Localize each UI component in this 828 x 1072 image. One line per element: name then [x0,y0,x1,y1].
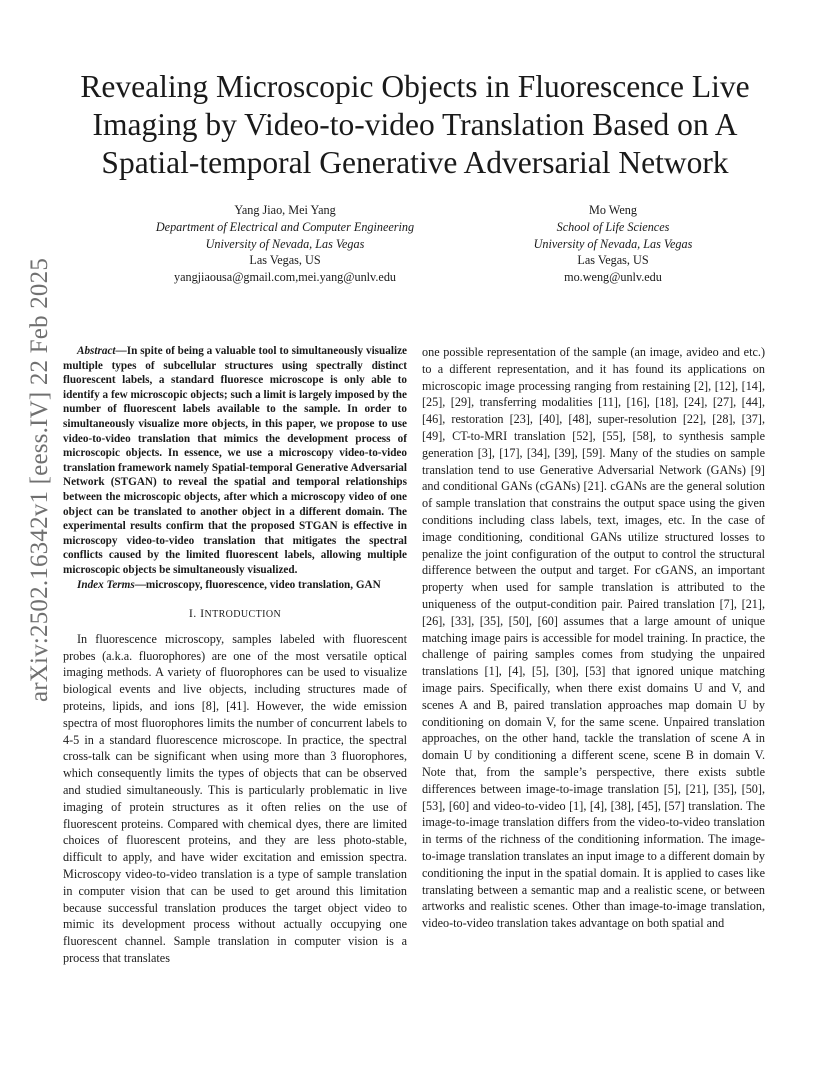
abstract [63,344,407,578]
author-department: Department of Electrical and Computer Engineering [155,219,415,234]
abstract-label: Abstract [77,345,116,357]
intro-paragraph-continued: one possible representation of the sample (an image, avideo and etc.) to a different representation, and it has found its applications on microscopic image processing ranging from restaining [2], [12], [14], [25], [29], transferring modalities [11], [16], [18], [24], [27], [44], [46], restoration [23], [40], [48], super-resolution [22], [28], [37], [49], CT-to-MRI translation [52], [55], [58], to synthesis sample generation [3], [17], [34], [39], [59]. Many of the studies on sample translation tend to use Generative Adversarial Network (GANs) [9] and conditional GANs (cGANs) [21]. cGANs are the general solution of sample translation that constrains the output space using the given conditions including class labels, text, images, etc. In the case of image conditioning, conditional GANs utilize structured losses to penalize the joint configuration of the output to control the structural difference between the output and target. For cGANS, an important property when used for sample translation is attributed to the uniqueness of the output-condition pair. Paired translation [7], [21], [26], [33], [35], [50], [60] assumes that a large amount of unique matching image pairs is accessible for model training. In practice, the challenge of pairing samples comes from studying the unpaired translations [1], [4], [5], [30], [53] that ignored unique matching image pairs. Specifically, when there exist domains U and V, and scenes A and B, paired translation approaches map domain U by conditioning on domain V, for the same scene. Unpaired translation approaches, on the other hand, tackle the translation of scene A in domain U by conditioning a different scene, scene B in domain V. Note that, from the sample’s perspective, there exists subtle differences between image-to-image translation [5], [21], [35], [50], [53], [60] and video-to-video [1], [4], [38], [45], [57] translation. The image-to-image translation differs from the video-to-video translation in terms of the richness of the conditioning information. The image-to-image translation translates an input image to a different domain by conditioning the input in the spatial domain. It is applied to cases like translating between a semantic map and a realistic scene, or between artworks and realistic scenes. Other than image-to-image translation, video-to-video translation takes advantage on both spatial and [422,345,765,931]
section-number: I. [188,606,197,621]
author-email: mo.weng@unlv.edu [564,270,662,285]
arxiv-identifier [22,257,58,703]
author-university: University of Nevada, Las Vegas [533,236,693,251]
author-email: yangjiaousa@gmail.com,mei.yang@unlv.edu [173,270,397,285]
author-block-2 [478,202,748,286]
section-heading-introduction [63,605,407,624]
author-university: University of Nevada, Las Vegas [205,236,365,251]
author-location: Las Vegas, US [249,253,321,268]
index-terms-label: Index Terms [77,578,135,591]
paper-title: Revealing Microscopic Objects in Fluorescence Live Imaging by Video-to-video Translation Based on A Spatial-temporal Generative Adversarial Network [80,69,750,180]
index-terms-text: —microscopy, fluorescence, video translation, GAN [134,578,381,591]
right-column [422,344,765,932]
author-block-1 [120,202,450,286]
author-names: Yang Jiao, Mei Yang [234,203,336,217]
arxiv-identifier-text: arXiv:2502.16342v1 [eess.IV] 22 Feb 2025 [26,257,53,703]
section-title-initial: I [200,606,205,621]
author-location: Las Vegas, US [577,253,649,268]
abstract-text: —In spite of being a valuable tool to simultaneously visualize multiple types of subcellular structures using spectrally distinct fluorescent labels, a standard fluoresce microscope is only able to identify a few microscopic objects; such a limit is largely imposed by the number of fluorescent labels available to the sample. In order to simultaneously visualize more objects, in this paper, we propose to use video-to-video translation that mimics the development process of microscopic objects. In essence, we use a microscopy video-to-video translation framework namely Spatial-temporal Generative Adversarial Network (STGAN) to reveal the spatial and temporal relationships between the microscopic objects, after which a microscopy video of one object can be translated to another object in a different domain. The experimental results confirm that the proposed STGAN is effective in microscopy video-to-video translation that mitigates the spectral conflicts caused by the limited fluorescent labels, allowing multiple microscopic objects be simultaneously visualized. [63,345,407,576]
author-department: School of Life Sciences [556,219,670,234]
intro-paragraph: In fluorescence microscopy, samples labeled with fluorescent probes (a.k.a. fluorophores) are one of the most versatile optical imaging methods. A variety of fluorophores can be used to visualize biological events and live objects, including structures made of proteins, lipids, and ions [8], [41]. However, the wide emission spectra of most fluorophores limits the number of concurrent labels to 4-5 in a standard fluorescence microscope. In practice, the spectral cross-talk can be significant when using more than 3 fluorophores, which consequently limits the types of objects that can be observed and studied simultaneously. This is particularly problematic in live imaging of protein structures as it often relies on the use of fluorescent proteins. Compared with chemical dyes, there are limited choices of fluorescent proteins, and they are less photo-stable, difficult to apply, and have wider excitation and emission spectra. Microscopy video-to-video translation is a type of sample translation in computer vision that can be used to get around this limitation because successful translation produces the target object video to mimic its development process without actually occupying one fluorescent channel. Sample translation in computer vision is a process that translates [63,631,407,966]
left-column [63,344,407,967]
author-names: Mo Weng [589,203,637,217]
index-terms [63,578,407,593]
section-title-rest: NTRODUCTION [204,609,282,621]
